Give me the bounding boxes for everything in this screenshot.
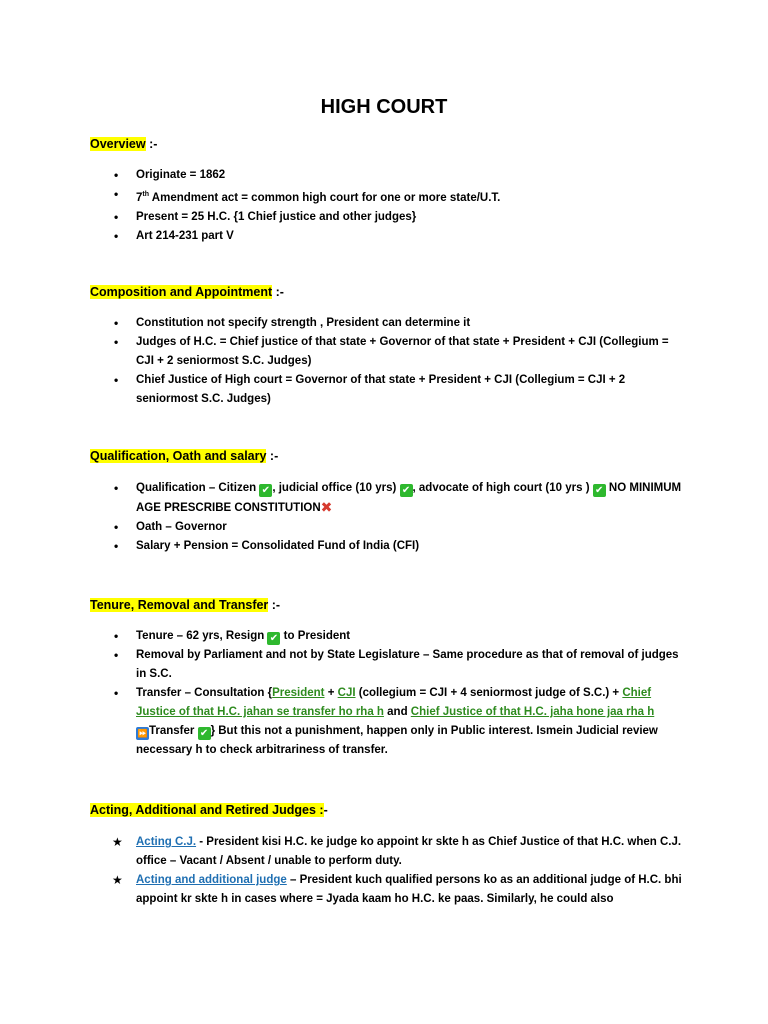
link-cji[interactable]: CJI <box>337 687 356 699</box>
list-item: • Chief Justice of High court = Governor of that state + President + CJI (Collegium = CJI + 2 seniormost S.C. Judges) <box>114 373 626 405</box>
heading-highlight: Acting, Additional and Retired Judges : <box>90 803 324 817</box>
section-heading-composition: Composition and Appointment :- <box>90 285 284 299</box>
star-icon: ★ <box>112 873 123 887</box>
check-icon: ✔ <box>593 484 606 497</box>
bullet-icon: • <box>114 481 119 495</box>
bullet-icon: • <box>114 335 119 349</box>
list-item: • Art 214-231 part V <box>136 227 684 246</box>
bullet-icon: • <box>114 539 119 553</box>
star-icon: ★ <box>112 835 123 849</box>
overview-list <box>114 166 684 246</box>
bullet-icon: • <box>114 316 119 330</box>
heading-highlight: Composition and Appointment <box>90 285 273 299</box>
link-chief-justice-destination[interactable]: Chief Justice of that H.C. jaha hone jaa rha h <box>410 706 655 718</box>
list-item: • Transfer – Consultation {President + CJI (collegium = CJI + 4 seniormost judge of S.C.) + Chief Justice of that H.C. jahan se transfer ho rha h and Chief Justice of that H.C. jaha hone jaa rha h ⏩ Transfer ✔ } But this not a punishment, happen only in Public interest. Ismein Judicial review necessary h to check arbitrariness of transfer. <box>114 686 658 756</box>
fast-forward-icon: ⏩ <box>137 729 148 738</box>
check-icon: ✔ <box>267 632 280 645</box>
heading-highlight: Qualification, Oath and salary <box>90 449 267 463</box>
list-item: • Salary + Pension = Consolidated Fund of India (CFI) <box>136 537 684 556</box>
list-item: • Constitution not specify strength , President can determine it <box>136 314 684 333</box>
section-heading-acting: Acting, Additional and Retired Judges :- <box>90 803 328 817</box>
link-acting-additional-judge[interactable]: Acting and additional judge <box>136 874 287 886</box>
list-item: • Originate = 1862 <box>136 166 684 185</box>
link-chief-justice-source[interactable]: Chief Justice of that H.C. jahan se transfer ho rha h <box>136 687 652 718</box>
page-title: HIGH COURT <box>320 96 448 118</box>
bullet-icon: • <box>114 686 119 700</box>
check-icon: ✔ <box>400 484 413 497</box>
list-item: • Removal by Parliament and not by State Legislature – Same procedure as that of removal of judges in S.C. <box>114 648 679 680</box>
list-item: • Oath – Governor <box>136 518 684 537</box>
check-icon: ✔ <box>198 727 211 740</box>
section-heading-overview: Overview :- <box>90 137 158 151</box>
bullet-icon: • <box>114 228 119 243</box>
bullet-icon: • <box>114 629 119 643</box>
list-item: • Judges of H.C. = Chief justice of that state + Governor of that state + President + CJI (Collegium = CJI + 2 seniormost S.C. Judges) <box>114 335 669 367</box>
bullet-icon: • <box>114 373 119 387</box>
list-item: ★ Acting and additional judge – President kuch qualified persons ko as an additional judge of H.C. bhi appoint kr skte h in cases where = Jyada kaam ho H.C. ke paas. Similarly, he could also <box>112 873 682 905</box>
qualification-list <box>114 479 684 556</box>
bullet-icon: • <box>114 648 119 662</box>
link-acting-cj[interactable]: Acting C.J. <box>136 836 197 848</box>
check-icon: ✔ <box>259 484 272 497</box>
bullet-icon: • <box>114 168 119 182</box>
bullet-icon: • <box>114 520 119 534</box>
heading-highlight: Overview <box>90 137 146 151</box>
list-item: • Tenure – 62 yrs, Resign ✔ to President <box>114 629 351 644</box>
bullet-icon: • <box>114 209 119 224</box>
link-president[interactable]: President <box>272 687 325 699</box>
list-item: • Qualification – Citizen ✔ , judicial office (10 yrs) ✔ , advocate of high court (10 yrs ) ✔ NO MINIMUM AGE PRESCRIBE CONSTITUTION✖ <box>114 481 682 515</box>
section-heading-tenure: Tenure, Removal and Transfer :- <box>90 598 281 612</box>
bullet-icon: • <box>114 187 119 201</box>
list-item: • Present = 25 H.C. {1 Chief justice and other judges} <box>136 208 684 227</box>
acting-list <box>112 833 684 909</box>
cross-icon: ✖ <box>320 499 333 515</box>
list-item: ★ Acting C.J. - President kisi H.C. ke judge ko appoint kr skte h as Chief Justice of that H.C. when C.J. office – Vacant / Absent / unable to perform duty. <box>112 835 682 867</box>
section-heading-qualification: Qualification, Oath and salary :- <box>90 449 279 463</box>
list-item: • 7th Amendment act = common high court for one or more state/U.T. <box>114 187 501 204</box>
heading-highlight: Tenure, Removal and Transfer <box>90 598 269 612</box>
tenure-list <box>114 627 684 760</box>
composition-list <box>114 314 684 409</box>
